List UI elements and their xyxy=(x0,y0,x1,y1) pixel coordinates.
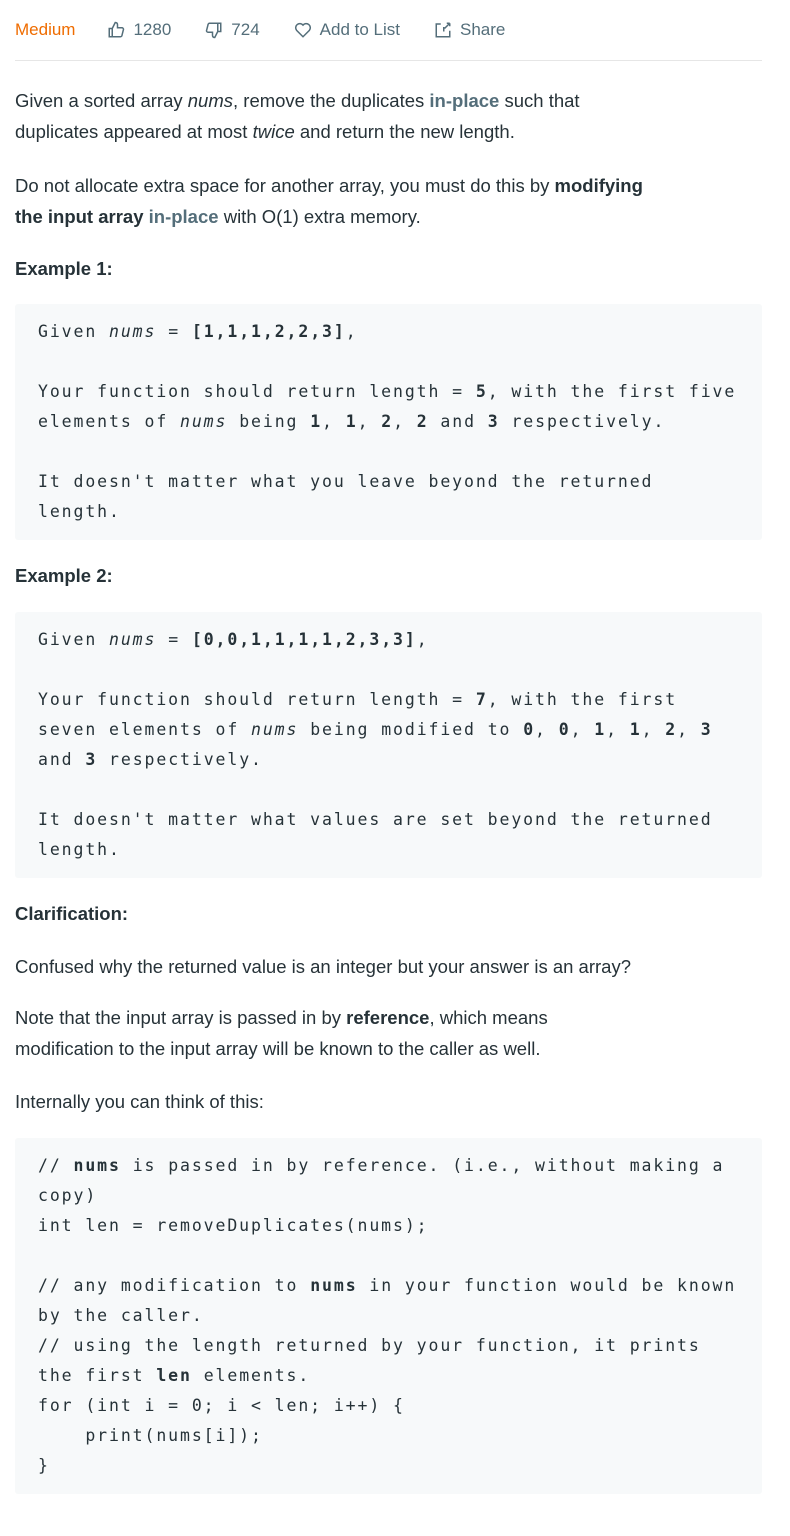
text-segment: Internally you can think of this: xyxy=(15,1091,264,1112)
text-segment: modifying xyxy=(554,175,643,196)
difficulty-label: Medium xyxy=(15,20,76,39)
text-segment: , xyxy=(416,630,429,649)
problem-description xyxy=(15,0,762,1494)
paragraph xyxy=(15,85,762,147)
text-segment: Given a sorted array xyxy=(15,90,188,111)
text-line xyxy=(15,951,762,982)
text-segment: Given xyxy=(38,322,110,341)
text-segment: , xyxy=(641,720,666,739)
text-segment: duplicates appeared at most xyxy=(15,121,253,142)
text-line xyxy=(38,1241,739,1271)
share-button[interactable] xyxy=(434,20,505,40)
text-segment: Given xyxy=(38,630,110,649)
text-line xyxy=(15,170,762,201)
text-line xyxy=(15,1033,762,1064)
text-segment: and xyxy=(38,750,86,769)
text-segment: 2 xyxy=(665,720,678,739)
text-segment: , xyxy=(535,720,559,739)
text-line xyxy=(38,685,739,715)
dislike-button[interactable] xyxy=(205,20,259,40)
text-segment: nums xyxy=(187,90,233,111)
text-line xyxy=(15,1002,762,1033)
text-segment: nums xyxy=(180,412,228,431)
text-segment: 1 xyxy=(345,412,358,431)
text-segment: and return the new length. xyxy=(294,121,515,142)
text-segment: , xyxy=(322,412,346,431)
paragraph xyxy=(15,951,762,982)
section-heading xyxy=(15,253,762,284)
text-line xyxy=(38,1331,739,1361)
text-segment: , xyxy=(570,720,595,739)
text-segment: copy) xyxy=(38,1186,98,1205)
text-segment: respectively. xyxy=(97,750,263,769)
text-segment: 7 xyxy=(475,690,488,709)
text-line xyxy=(15,898,762,929)
text-line xyxy=(15,1086,762,1117)
text-line xyxy=(38,1271,739,1301)
text-segment: nums xyxy=(109,630,157,649)
text-segment: // using the length returned by your function, it prints xyxy=(38,1336,701,1355)
text-line xyxy=(38,347,739,377)
problem-content xyxy=(15,85,762,1494)
text-segment: = xyxy=(156,322,192,341)
text-segment: in your function would be known xyxy=(357,1276,737,1295)
section-heading xyxy=(15,898,762,929)
text-line xyxy=(38,805,739,835)
text-line xyxy=(38,467,739,497)
text-segment: reference xyxy=(346,1007,430,1028)
text-segment: Example 2: xyxy=(15,565,113,586)
add-to-list-label: Add to List xyxy=(319,20,400,39)
text-segment: , xyxy=(606,720,630,739)
text-segment: [0,0,1,1,1,1,2,3,3] xyxy=(191,630,417,649)
text-line xyxy=(15,253,762,284)
text-segment: , xyxy=(345,322,358,341)
text-segment: [1,1,1,2,2,3] xyxy=(191,322,346,341)
text-line xyxy=(38,497,739,527)
share-label: Share xyxy=(460,20,506,39)
like-count: 1280 xyxy=(133,20,172,39)
text-segment: It doesn't matter what values are set beyond the returned xyxy=(38,810,713,829)
text-segment: } xyxy=(38,1456,50,1475)
code-block xyxy=(15,612,762,878)
code-block xyxy=(15,1138,762,1494)
term-link[interactable]: in-place xyxy=(148,206,219,227)
problem-header xyxy=(15,0,762,61)
text-line xyxy=(38,835,739,865)
text-segment: being xyxy=(227,412,311,431)
text-segment: with O(1) extra memory. xyxy=(218,206,421,227)
text-segment: , remove the duplicates xyxy=(233,90,430,111)
text-line xyxy=(38,437,739,467)
text-segment: and xyxy=(428,412,488,431)
text-segment: being modified to xyxy=(298,720,524,739)
dislike-count: 724 xyxy=(231,20,260,39)
text-segment: Note that the input array is passed in by xyxy=(15,1007,347,1028)
text-segment: 0 xyxy=(558,720,571,739)
text-segment: // any modification to xyxy=(38,1276,311,1295)
text-segment: print(nums[i]); xyxy=(38,1426,263,1445)
text-segment: 0 xyxy=(523,720,536,739)
text-segment: len xyxy=(156,1366,192,1385)
paragraph xyxy=(15,170,762,232)
text-line xyxy=(38,715,739,745)
share-icon xyxy=(434,21,452,39)
text-segment: 1 xyxy=(629,720,642,739)
text-line xyxy=(38,407,739,437)
add-to-list-button[interactable] xyxy=(294,20,400,40)
text-segment: elements of xyxy=(38,412,181,431)
text-segment: 2 xyxy=(381,412,394,431)
text-segment: , xyxy=(393,412,417,431)
text-segment: 5 xyxy=(475,382,488,401)
text-line xyxy=(38,775,739,805)
text-line xyxy=(38,1301,739,1331)
text-segment: such that xyxy=(499,90,580,111)
text-segment: 3 xyxy=(85,750,98,769)
text-segment: for (int i = 0; i < len; i++) { xyxy=(38,1396,405,1415)
text-segment: Confused why the returned value is an integer but your answer is an array? xyxy=(15,956,631,977)
text-line xyxy=(38,1361,739,1391)
text-segment: , xyxy=(357,412,382,431)
text-segment: nums xyxy=(310,1276,358,1295)
text-line xyxy=(38,377,739,407)
text-segment: , xyxy=(677,720,701,739)
text-line xyxy=(38,1181,739,1211)
text-line xyxy=(38,1451,739,1481)
text-segment: 1 xyxy=(310,412,323,431)
text-line xyxy=(38,655,739,685)
text-segment: Your function should return length = xyxy=(38,690,476,709)
text-segment: length. xyxy=(38,502,121,521)
text-line xyxy=(38,625,739,655)
thumbs-down-icon xyxy=(205,21,223,39)
text-line xyxy=(38,1151,739,1181)
text-segment: nums xyxy=(109,322,157,341)
text-line xyxy=(38,1211,739,1241)
text-segment: Your function should return length = xyxy=(38,382,476,401)
text-line xyxy=(38,317,739,347)
text-segment: by the caller. xyxy=(38,1306,204,1325)
text-segment: is passed in by reference. (i.e., without making a xyxy=(120,1156,725,1175)
section-heading xyxy=(15,560,762,591)
code-block xyxy=(15,304,762,540)
text-segment: // xyxy=(38,1156,74,1175)
text-segment: the first xyxy=(38,1366,157,1385)
text-segment: modification to the input array will be known to the caller as well. xyxy=(15,1038,541,1059)
text-line xyxy=(38,1391,739,1421)
text-segment: = xyxy=(156,630,192,649)
text-line xyxy=(15,116,762,147)
text-segment: , with the first five xyxy=(487,382,737,401)
text-segment: , which means xyxy=(429,1007,548,1028)
like-button[interactable] xyxy=(107,20,171,40)
text-segment: Clarification: xyxy=(15,903,129,924)
text-line xyxy=(15,560,762,591)
text-segment: int len = removeDuplicates(nums); xyxy=(38,1216,429,1235)
heart-icon xyxy=(294,21,312,39)
text-segment: 3 xyxy=(700,720,713,739)
text-segment: 2 xyxy=(416,412,429,431)
text-segment: Do not allocate extra space for another array, you must do this by xyxy=(15,175,555,196)
paragraph xyxy=(15,1086,762,1117)
text-segment: nums xyxy=(251,720,299,739)
text-segment: Example 1: xyxy=(15,258,113,279)
text-line xyxy=(38,1421,739,1451)
text-line xyxy=(15,201,762,232)
text-line xyxy=(38,745,739,775)
text-segment: twice xyxy=(252,121,295,142)
text-segment: elements. xyxy=(191,1366,311,1385)
text-segment: seven elements of xyxy=(38,720,252,739)
text-segment: 3 xyxy=(487,412,500,431)
text-segment: respectively. xyxy=(499,412,666,431)
text-line xyxy=(15,85,762,116)
text-segment: nums xyxy=(73,1156,121,1175)
text-segment: the input array xyxy=(15,206,144,227)
thumbs-up-icon xyxy=(107,21,125,39)
paragraph xyxy=(15,1002,762,1064)
text-segment: , with the first xyxy=(487,690,678,709)
text-segment: 1 xyxy=(594,720,607,739)
text-segment: It doesn't matter what you leave beyond the returned xyxy=(38,472,654,491)
term-link[interactable]: in-place xyxy=(429,90,500,111)
text-segment: length. xyxy=(38,840,121,859)
